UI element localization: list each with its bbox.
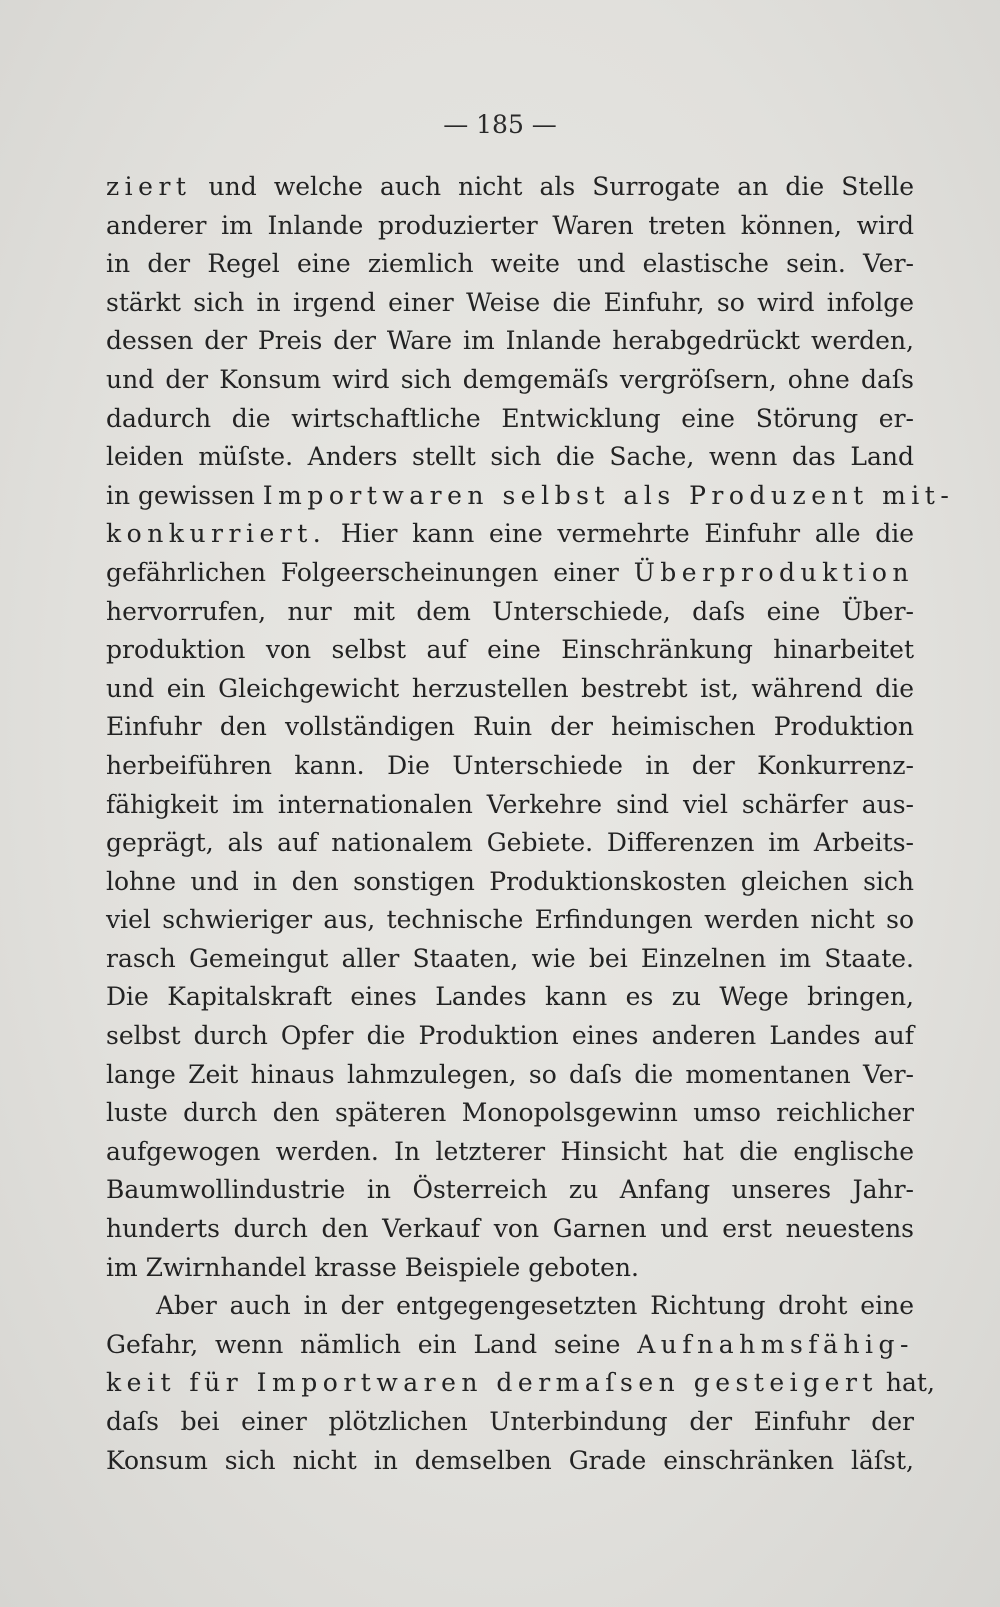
text-run: Hier kann eine vermehrte Einfuhr alle die: [326, 519, 914, 549]
text-line: [106, 631, 914, 670]
text-line: [106, 747, 914, 786]
text-run: selbst durch Opfer die Produktion eines anderen Landes auf: [106, 1021, 914, 1051]
text-line: [106, 1442, 914, 1481]
text-run: produktion von selbst auf eine Einschränkung hinarbeitet: [106, 635, 914, 665]
text-line: [106, 207, 914, 246]
text-run: Baumwollindustrie in Österreich zu Anfang unseres Jahr-: [106, 1175, 914, 1205]
text-run: und ein Gleichgewicht herzustellen bestrebt ist, während die: [106, 673, 914, 703]
text-run: luste durch den späteren Monopolsgewinn umso reichlicher: [106, 1098, 914, 1128]
text-run: gefährlichen Folgeerscheinungen einer: [106, 557, 634, 587]
text-line: [106, 670, 914, 709]
text-line: [106, 1364, 935, 1403]
text-run: stärkt sich in irgend einer Weise die Einfuhr, so wird infolge: [106, 287, 914, 317]
text-line: [106, 322, 914, 361]
text-line: [106, 168, 914, 207]
text-run: lange Zeit hinaus lahmzulegen, so daſs die momentanen Ver-: [106, 1059, 914, 1089]
text-run: in gewissen: [106, 480, 263, 510]
text-run: hunderts durch den Verkauf von Garnen und erst neuestens: [106, 1214, 914, 1244]
text-run: im Zwirnhandel krasse Beispiele geboten.: [106, 1252, 639, 1282]
text-run: lohne und in den sonstigen Produktionskosten gleichen sich: [106, 866, 914, 896]
page-number: — 185 —: [443, 110, 557, 139]
text-run: Aber auch in der entgegengesetzten Richtung droht eine: [156, 1291, 914, 1321]
text-line: [106, 786, 914, 825]
spaced-emphasis-text: Importwaren selbst als Produzent mit-: [262, 480, 955, 510]
text-run: fähigkeit im internationalen Verkehre sind viel schärfer aus-: [106, 789, 914, 819]
text-run: rasch Gemeingut aller Staaten, wie bei Einzelnen im Staate.: [106, 943, 914, 973]
text-line: [106, 978, 914, 1017]
text-line: [106, 593, 914, 632]
text-line: [106, 515, 914, 554]
text-line: [106, 1249, 914, 1288]
spaced-emphasis-text: Aufnahmsfähig-: [637, 1329, 914, 1359]
text-run: und welche auch nicht als Surrogate an die Stelle: [191, 172, 914, 201]
text-run: anderer im Inlande produzierter Waren treten können, wird: [106, 210, 914, 240]
text-run: aufgewogen werden. In letzterer Hinsicht hat die englische: [106, 1136, 914, 1166]
text-line: [106, 824, 914, 863]
text-run: in der Regel eine ziemlich weite und elastische sein. Ver-: [106, 249, 914, 279]
text-line: [106, 1017, 914, 1056]
text-line: [106, 1171, 914, 1210]
text-line: [106, 1287, 914, 1326]
text-line: [106, 477, 955, 516]
spaced-emphasis-text: Überproduktion: [633, 557, 914, 587]
text-run: hat,: [877, 1368, 935, 1398]
text-run: Gefahr, wenn nämlich ein Land seine: [106, 1329, 638, 1359]
text-line: [106, 940, 914, 979]
text-line: [106, 863, 914, 902]
text-run: dadurch die wirtschaftliche Entwicklung eine Störung er-: [106, 403, 914, 433]
text-line: [106, 438, 914, 477]
text-line: [106, 284, 914, 323]
text-line: [106, 1056, 914, 1095]
text-line: [106, 1094, 914, 1133]
spaced-emphasis-text: konkurriert.: [106, 519, 327, 549]
body-text: [106, 168, 955, 1480]
text-run: und der Konsum wird sich demgemäſs vergröſsern, ohne daſs: [106, 364, 914, 394]
text-line: [106, 1326, 914, 1365]
text-run: herbeiführen kann. Die Unterschiede in der Konkurrenz-: [106, 750, 914, 780]
text-run: hervorrufen, nur mit dem Unterschiede, daſs eine Über-: [106, 596, 914, 626]
spaced-emphasis-text: keit für Importwaren dermaſsen gesteigert: [106, 1368, 878, 1398]
text-run: daſs bei einer plötzlichen Unterbindung der Einfuhr der: [106, 1407, 914, 1436]
text-line: [106, 1403, 914, 1442]
text-run: viel schwieriger aus, technische Erfindungen werden nicht so: [106, 905, 914, 935]
text-line: [106, 554, 914, 593]
text-line: [106, 400, 914, 439]
text-run: geprägt, als auf nationalem Gebiete. Differenzen im Arbeits-: [106, 828, 914, 858]
text-line: [106, 708, 914, 747]
text-run: Die Kapitalskraft eines Landes kann es zu Wege bringen,: [106, 982, 914, 1012]
spaced-emphasis-text: ziert: [106, 172, 192, 201]
text-line: [106, 1210, 914, 1249]
text-line: [106, 1133, 914, 1172]
text-run: leiden müſste. Anders stellt sich die Sache, wenn das Land: [106, 442, 914, 472]
text-line: [106, 901, 914, 940]
text-line: [106, 361, 914, 400]
text-run: dessen der Preis der Ware im Inlande herabgedrückt werden,: [106, 326, 914, 356]
text-run: Einfuhr den vollständigen Ruin der heimischen Produktion: [106, 712, 914, 742]
text-line: [106, 245, 914, 284]
text-run: Konsum sich nicht in demselben Grade einschränken läſst,: [106, 1445, 914, 1475]
